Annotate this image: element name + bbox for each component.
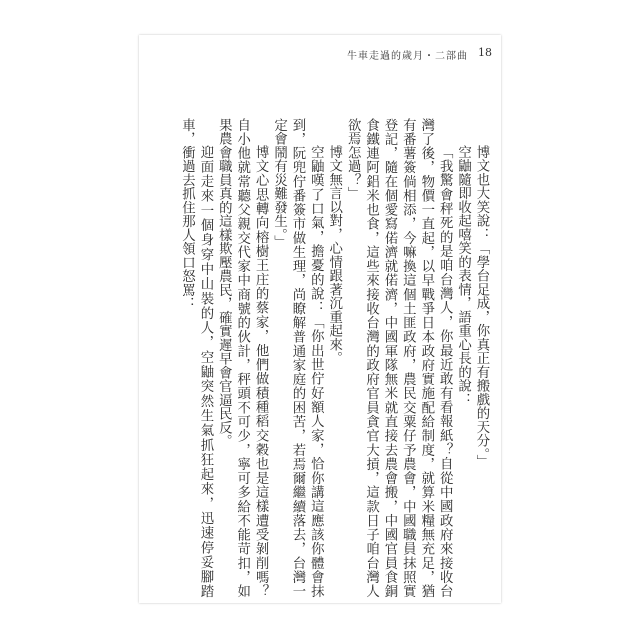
paragraph: 空鼬隨即收起嘻笑的表情，語重心長的說： (455, 144, 471, 407)
body-text (170, 118, 490, 598)
paragraph: 博文也大笑說：「學台足成，你真正有搬戲的天分。」 (474, 144, 489, 469)
paragraph: 博文心思轉向榕樹王庄的蔡家，他們做積種稻交穀也是這樣遭受剝削嗎？自小他就常聽父親交代家中商號的伙計，秤頭不可少，寧可多給不能苛扣，如果農會職員真的這樣欺壓農民，確實遲早會官逼民反。 (216, 118, 269, 598)
paragraph: 空鼬嘆了口氣，擔憂的說：「你出世佇好額人家，恰你講這應該你體會抹到，阮兜佇番簽市做生理，尚瞭解普通家庭的困苦，若焉爾繼續落去，台灣一定會鬧有災難發生。」 (271, 118, 324, 598)
paragraph: 博文無言以對，心情跟著沉重起來。 (326, 144, 342, 365)
paragraph: 迎面走來一個身穿中山裝的人，空鼬突然生氣抓狂起來，迅速停妥腳踏車，衝過去抓住那人領口怒罵： (179, 118, 213, 598)
running-header-title: 牛車走過的歲月・二部曲 (347, 51, 468, 62)
page-number: 18 (478, 46, 492, 59)
paragraph: 「我驚會秤死的是咱台灣人，你最近敢有看報紙？自從中國政府來接收台灣了後，物價一直起，以早戰爭日本政府實施配給制度，就算米糧無充足，猶有番薯簽倘相添，今嘛換這個土匪政府，農民交粟仔予農會，中國職員抹照實登記，隨在個愛寫偌濟就偌濟，中國軍隊無米就直接去農會搬，中國官員食銅食鐵連阿鋁米也食，這些來接收台灣的政府官員貪官大摃，這款日子咱台灣人欲焉怎過？」 (345, 118, 453, 598)
